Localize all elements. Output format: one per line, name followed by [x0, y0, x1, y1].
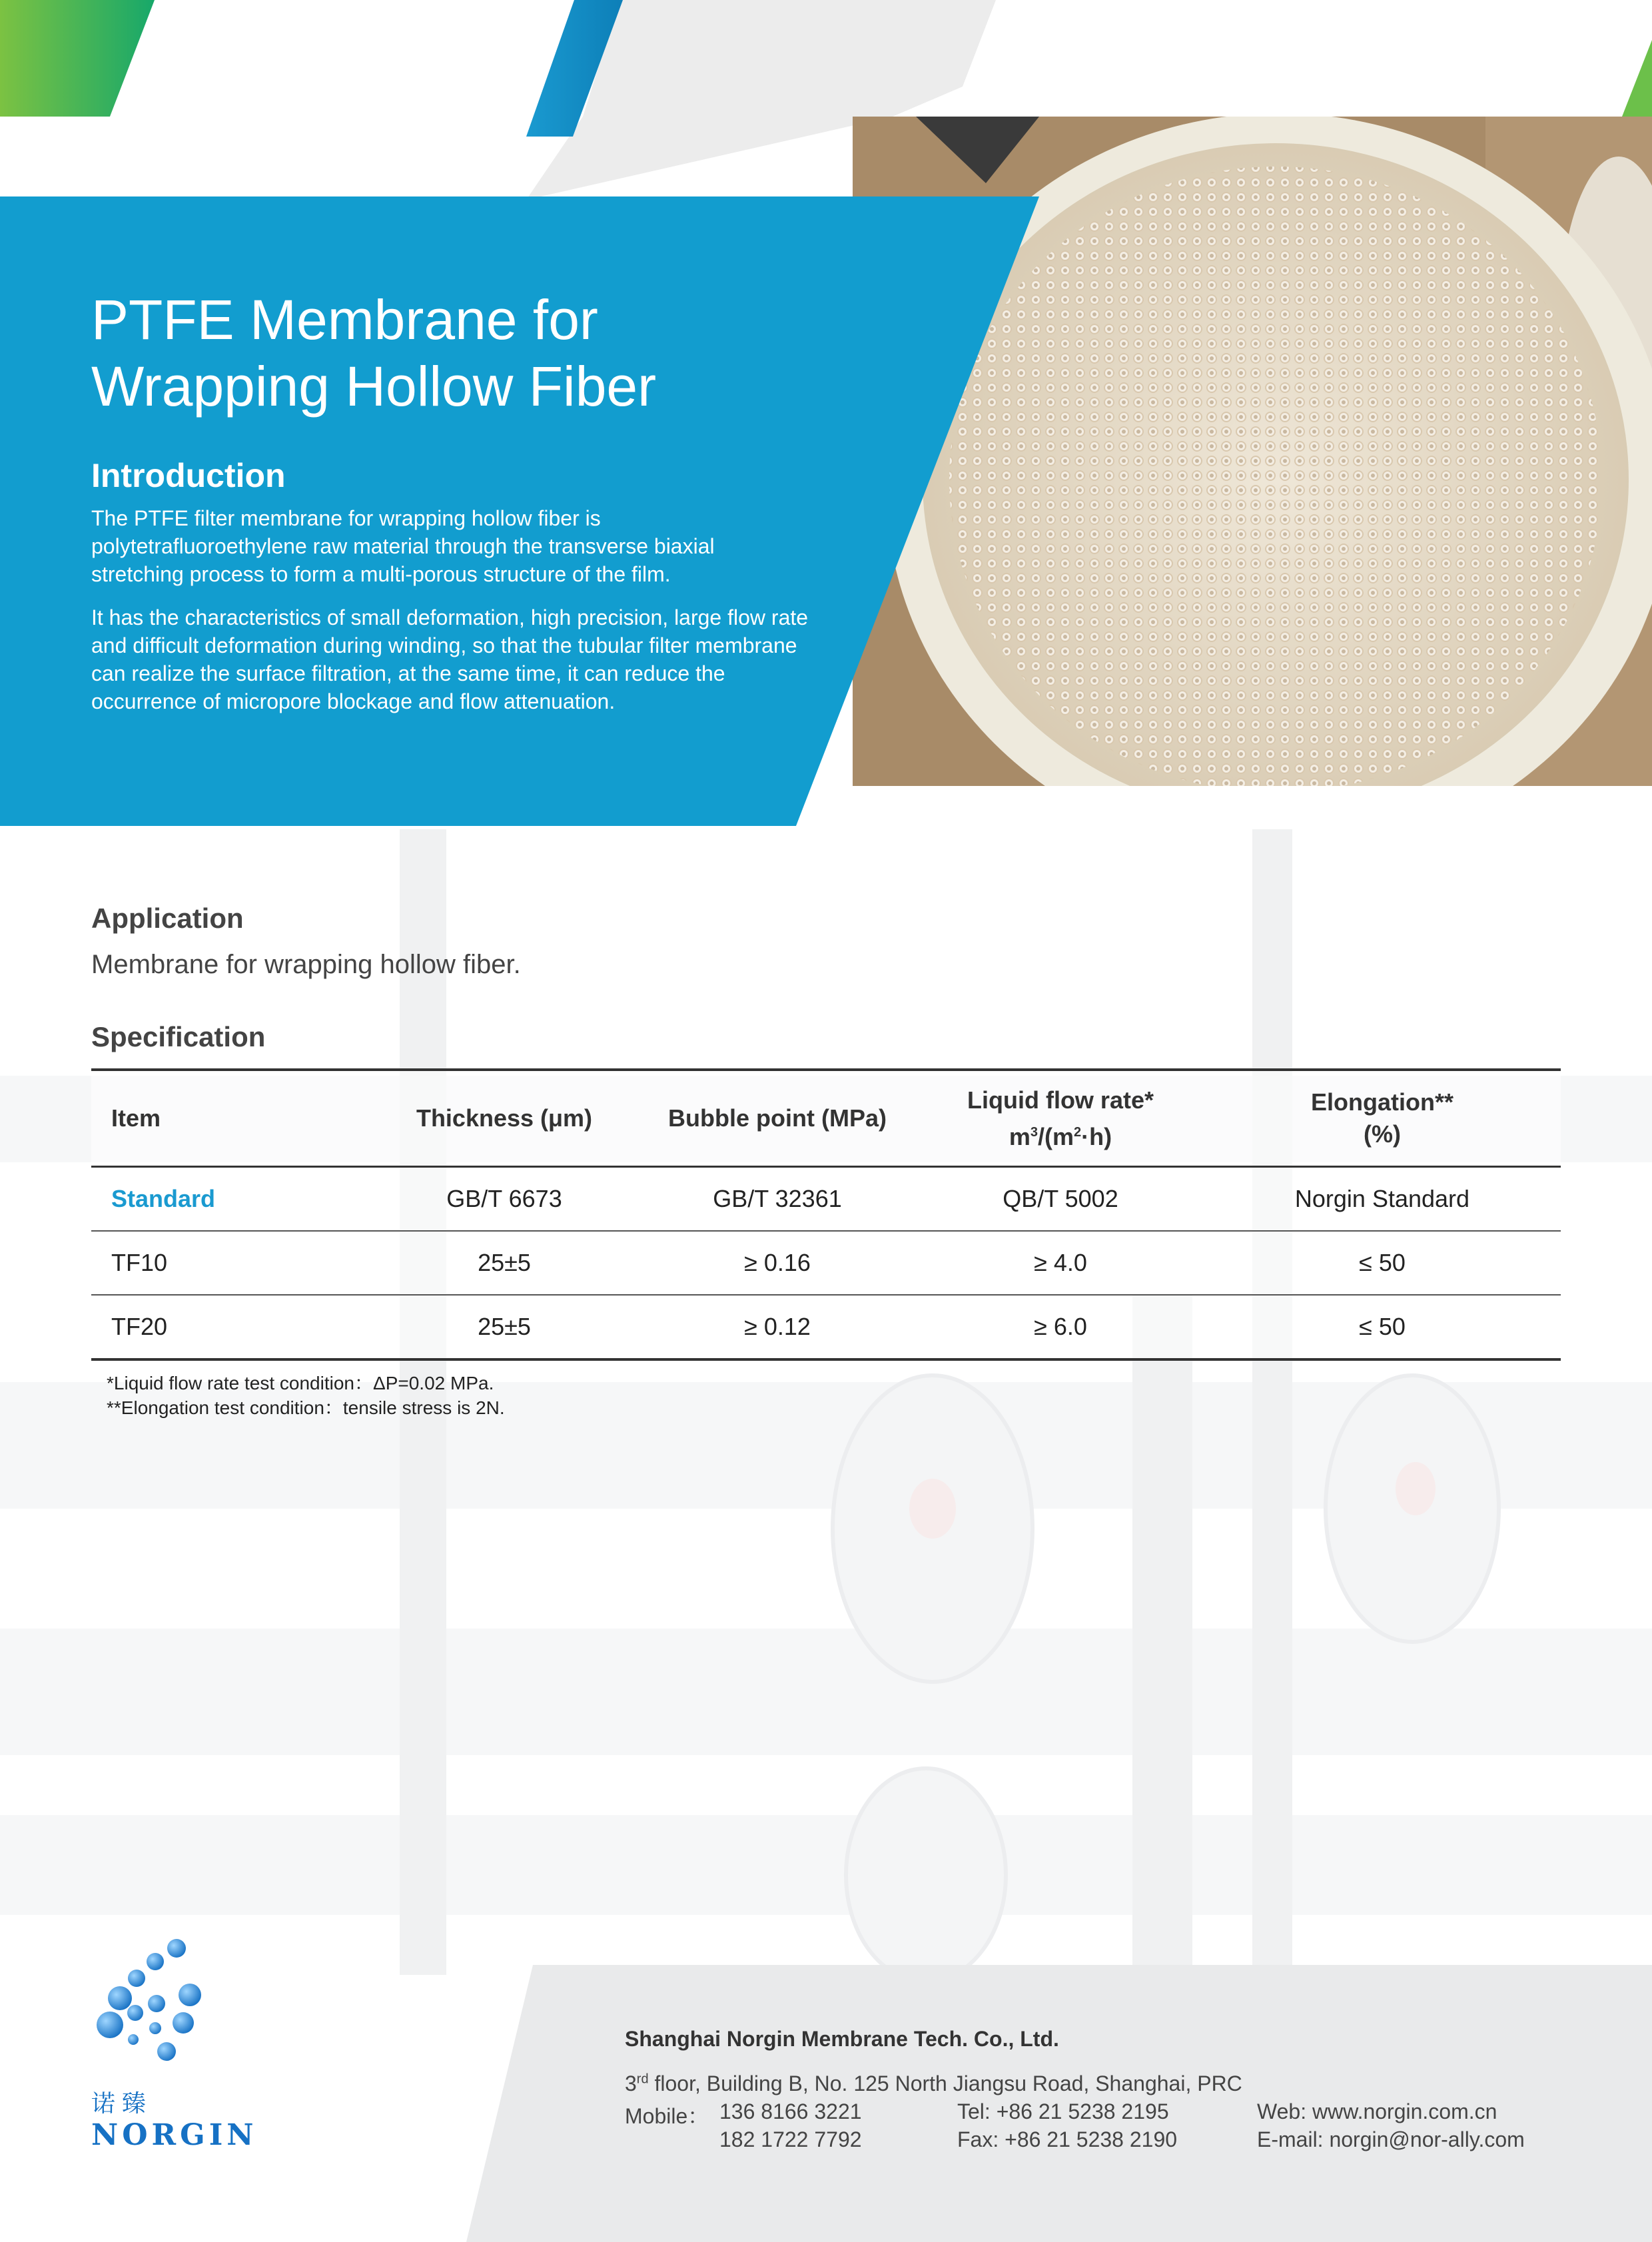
cell-item: TF20 [91, 1295, 371, 1359]
green-corner [1622, 40, 1652, 117]
elongation-header-line1: Elongation** [1311, 1088, 1453, 1116]
table-row [91, 1231, 1561, 1295]
logo-wordmark: NORGIN [91, 2118, 258, 2152]
cell-elongation: Norgin Standard [1204, 1167, 1561, 1232]
introduction-paragraph-2: It has the characteristics of small deformation, high precision, large flow rate and difficult deformation during winding, so that the tubular filter membrane can realize the surface filtration, at the same time, it can reduce the occurrence of micropore blockage and flow attenuation. [91, 605, 809, 713]
table-row [91, 1167, 1561, 1232]
cell-item: TF10 [91, 1231, 371, 1295]
cell-flow-rate: QB/T 5002 [917, 1167, 1204, 1232]
cell-thickness: 25±5 [371, 1231, 637, 1295]
cell-item: Standard [91, 1167, 371, 1232]
fax: Fax: +86 21 5238 2190 [957, 2127, 1178, 2151]
company-name: Shanghai Norgin Membrane Tech. Co., Ltd. [625, 2027, 1059, 2051]
flow-rate-footnote: *Liquid flow rate test condition：ΔP=0.02 MPa. [107, 1373, 494, 1393]
column-header-bubble-point: Bubble point (MPa) [637, 1070, 917, 1167]
mobile-label: Mobile： [625, 2104, 709, 2128]
column-header-item: Item [91, 1070, 371, 1167]
cell-flow-rate: ≥ 4.0 [917, 1231, 1204, 1295]
cell-bubble-point: ≥ 0.16 [637, 1231, 917, 1295]
logo-chinese-name: 诺 臻 [91, 2089, 147, 2117]
application-text: Membrane for wrapping hollow fiber. [91, 950, 521, 979]
cell-elongation: ≤ 50 [1204, 1295, 1561, 1359]
introduction-paragraph-1: The PTFE filter membrane for wrapping hollow fiber is polytetrafluoroethylene raw material through the transverse biaxial stretching process to form a multi-porous structure of the film. [91, 506, 715, 586]
cell-flow-rate: ≥ 6.0 [917, 1295, 1204, 1359]
flow-header-line2: $m^3/(m^2\cdot h)$ [1009, 1122, 1112, 1150]
specification-table [91, 1068, 1561, 1361]
mobile-number-2: 182 1722 7792 [719, 2127, 862, 2151]
mobile-number-1: 136 8166 3221 [719, 2099, 862, 2123]
company-address: 3rd floor, Building B, No. 125 North Jiangsu Road, Shanghai, PRC [625, 2071, 1242, 2095]
flow-header-line1: Liquid flow rate* [967, 1086, 1154, 1114]
specification-heading: Specification [91, 1021, 266, 1052]
cell-bubble-point: GB/T 32361 [637, 1167, 917, 1232]
cell-bubble-point: ≥ 0.12 [637, 1295, 917, 1359]
green-stripe [0, 0, 155, 117]
cell-thickness: 25±5 [371, 1295, 637, 1359]
elongation-header-line2: (%) [1364, 1120, 1401, 1148]
column-header-thickness: Thickness (μm) [371, 1070, 637, 1167]
column-header-liquid-flow-rate [917, 1070, 1204, 1167]
norgin-logo-icon [83, 1925, 256, 2098]
table-row [91, 1295, 1561, 1359]
page-title: PTFE Membrane for Wrapping Hollow Fiber [91, 288, 657, 418]
cell-thickness: GB/T 6673 [371, 1167, 637, 1232]
email: E-mail: norgin@nor-ally.com [1257, 2127, 1525, 2151]
telephone: Tel: +86 21 5238 2195 [957, 2099, 1169, 2123]
application-heading: Application [91, 903, 244, 934]
introduction-heading: Introduction [91, 457, 286, 494]
table-header-row [91, 1070, 1561, 1167]
cell-elongation: ≤ 50 [1204, 1231, 1561, 1295]
elongation-footnote: **Elongation test condition：tensile stress is 2N. [107, 1397, 505, 1418]
website: Web: www.norgin.com.cn [1257, 2099, 1497, 2123]
column-header-elongation [1204, 1070, 1561, 1167]
